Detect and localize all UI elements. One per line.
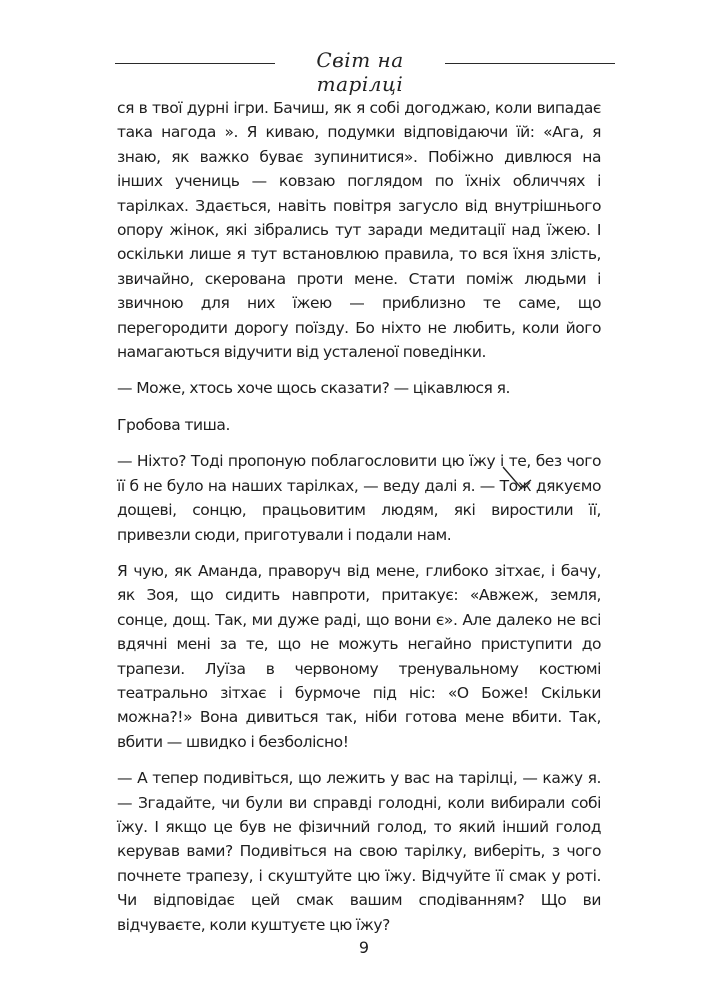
- paragraph-3: Гробова тиша.: [117, 415, 230, 434]
- header-rule-right: [445, 63, 615, 64]
- paragraph-2: — Може, хтось хоче щось сказати? — цікавлюся я.: [117, 379, 510, 398]
- paragraph-5: Я чую, як Аманда, праворуч від мене, глибоко зітхає, і бачу, як Зоя, що сидить навпроти, притакує: «Авжеж, земля, сонце, дощ. Так, ми дуже раді, що вони є». Але далеко не всі вдячні мені за те, що не можуть негайно приступити до трапези. Луїза в червоному тренувальному костюмі театрально зітхає і бурмоче під ніс: «О Боже! Скільки можна?!» Вона дивиться так, ніби готова мене вбити. Так, вбити — швидко і безболісно!: [117, 561, 601, 751]
- page-body: [117, 96, 601, 937]
- pen-mark-icon: [500, 463, 540, 497]
- page-number: 9: [358, 938, 370, 957]
- header-rule-left: [115, 63, 275, 64]
- paragraph-6: — А тепер подивіться, що лежить у вас на тарілці, — кажу я. — Згадайте, чи були ви справді голодні, коли вибирали собі їжу. І якщо це був не фізичний голод, то який інший голод керував вами? Подивіться на свою тарілку, виберіть, з чого почнете трапезу, і скуштуйте цю їжу. Відчуйте її смак у роті. Чи відповідає цей смак вашим сподіванням? Що ви відчуваєте, коли куштуєте цю їжу?: [117, 769, 601, 934]
- running-header: [115, 44, 615, 96]
- running-title: Світ на тарілці: [316, 48, 404, 96]
- paragraph-4: — Ніхто? Тоді пропоную поблагословити цю їжу і те, без чого її б не було на наших тарілках, — веду далі я. — Тож дякуємо дощеві, сонцю, працьовитим людям, які виростили її, привезли сюди, приготували і подали нам.: [117, 452, 601, 544]
- paragraph-1: ся в твої дурні ігри. Бачиш, як я собі догоджаю, коли випадає така нагода ». Я киваю, подумки відповідаючи їй: «Ага, я знаю, як важко буває зупинитися». Побіжно дивлюся на інших учениць — ковзаю поглядом по їхніх обличчях і тарілках. Здається, навіть повітря загусло від внутрішнього опору жінок, які зібрались тут заради медитації над їжею. І оскільки лише я тут встановлюю правила, то вся їхня злість, звичайно, скерована проти мене. Стати поміж людьми і звичною для них їжею — приблизно те саме, що перегородити дорогу поїзду. Бо ніхто не любить, коли його намагаються відучити від усталеної поведінки.: [117, 99, 601, 362]
